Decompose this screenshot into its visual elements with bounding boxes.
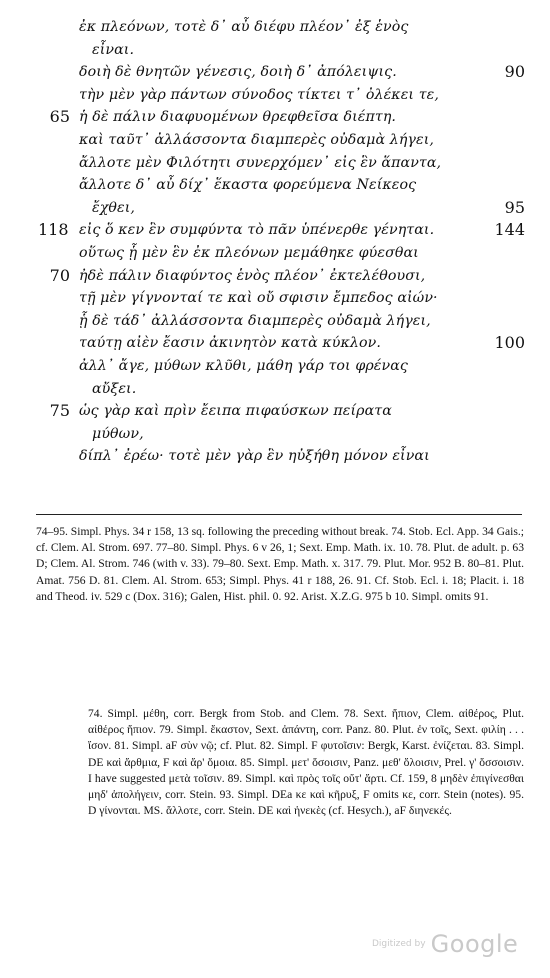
verse-text: τῇ μὲν γίγνονταί τε καὶ οὔ σφισιν ἔμπεδος αἰών· [79, 290, 438, 307]
verse-text: ἄλλοτε μὲν Φιλότητι συνερχόμεν᾽ εἰς ἓν ἅπαντα, [79, 154, 442, 171]
right-line-number: 100 [494, 333, 525, 353]
verse-text: ταύτῃ αἰὲν ἔασιν ἀκινητὸν κατὰ κύκλον. [79, 335, 382, 352]
verse-line [0, 129, 550, 152]
left-line-number: 70 [49, 265, 70, 285]
footnote-rule [36, 514, 522, 515]
verse-text: αὔξει. [92, 380, 137, 397]
verse-line [0, 423, 550, 446]
verse-line [0, 106, 550, 129]
verse-text: ἡ δὲ πάλιν διαφυομένων θρεφθεῖσα διέπτη. [79, 109, 397, 126]
verse-text: ἀλλ᾽ ἄγε, μύθων κλῦθι, μάθη γάρ τοι φρένας [79, 357, 408, 374]
verse-line [0, 219, 550, 242]
verse-text: δοιὴ δὲ θνητῶν γένεσις, δοιὴ δ᾽ ἀπόλειψις. [79, 64, 397, 81]
verse-text: ὡς γὰρ καὶ πρὶν ἔειπα πιφαύσκων πείρατα [79, 403, 392, 420]
verse-line [0, 265, 550, 288]
verse-text: ἔχθει, [92, 199, 136, 216]
verse-text: δίπλ᾽ ἐρέω· τοτὲ μὲν γὰρ ἓν ηὐξήθη μόνον εἶναι [79, 448, 430, 465]
verse-line [0, 445, 550, 468]
critical-apparatus-text: 74. Simpl. μέθη, corr. Bergk from Stob. and Clem. 78. Sext. ἤπιον, Clem. αἰθέρος, Plut. αἰθέρος ἤπιον. 79. Simpl. ἕκαστον, Sext. ἀπάντη, corr. Panz. 80. Plut. ἐν τοῖς, Sext. φιλίη . . . ἴσον. 81. Simpl. aF σὺν νῷ; cf. Plut. 82. Simpl. F φυτοῖσιν: Bergk, Karst. ἐνίζεται. 83. Simpl. DE καὶ ἄρθμια, F καὶ ἄρ' ὅμοια. 85. Simpl. μετ' ὅσοισιν, Panz. μεθ' ὅλοισιν, Prel. γ' ὅσσοισιν. I have suggested μετὰ τοῖσιν. 89. Simpl. καὶ πρὸς τοῖς οὔτ' ἄρτι. Cf. 159, 8 μηδὲν ἐπιγίνεσθαι μηδ' ἀπολήγειν, corr. Stein. 93. Simpl. DEa κε καὶ κῆρυξ, F omits κε, corr. Stein (notes). 95. D γίνονται. MS. ἄλλοτε, corr. Stein. DE καὶ ἠνεκὲς (cf. Hesych.), aF διηνεκές. [88, 707, 524, 818]
verse-text: ἠδὲ πάλιν διαφύντος ἑνὸς πλέον᾽ ἐκτελέθουσι, [79, 267, 426, 284]
verse-text: εἶναι. [92, 41, 135, 58]
left-line-number: 118 [38, 220, 69, 240]
verse-line [0, 355, 550, 378]
digitized-by-label: Digitized by [372, 939, 426, 949]
verse-line [0, 332, 550, 355]
left-line-number: 75 [49, 401, 70, 421]
verse-text: τὴν μὲν γὰρ πάντων σύνοδος τίκτει τ᾽ ὀλέκει τε, [79, 86, 439, 103]
verse-line [0, 287, 550, 310]
verse-line [0, 39, 550, 62]
verse-line [0, 16, 550, 39]
right-line-number: 95 [504, 197, 525, 217]
greek-verse-block [0, 16, 550, 468]
verse-line [0, 152, 550, 175]
verse-line [0, 197, 550, 220]
right-line-number: 144 [494, 220, 525, 240]
verse-line [0, 242, 550, 265]
source-notes [36, 524, 524, 605]
verse-line [0, 378, 550, 401]
verse-line [0, 84, 550, 107]
verse-line [0, 310, 550, 333]
verse-text: μύθων, [92, 425, 144, 442]
verse-text: εἰς ὅ κεν ἓν συμφύντα τὸ πᾶν ὑπένερθε γένηται. [79, 222, 435, 239]
left-line-number: 65 [49, 107, 70, 127]
verse-text: ἐκ πλεόνων, τοτὲ δ᾽ αὖ διέφυ πλέον᾽ ἐξ ἑνὸς [79, 19, 409, 35]
verse-text: ᾗ δὲ τάδ᾽ ἀλλάσσοντα διαμπερὲς οὐδαμὰ λήγει, [79, 312, 431, 329]
verse-line [0, 400, 550, 423]
verse-line [0, 174, 550, 197]
critical-apparatus [88, 706, 524, 819]
digitized-watermark [372, 930, 518, 958]
right-line-number: 90 [504, 62, 525, 82]
verse-text: καὶ ταῦτ᾽ ἀλλάσσοντα διαμπερὲς οὐδαμὰ λήγει, [79, 131, 434, 148]
source-notes-text: 74–95. Simpl. Phys. 34 r 158, 13 sq. following the preceding without break. 74. Stob. Ecl. App. 34 Gais.; cf. Clem. Al. Strom. 697. 77–80. Simpl. Phys. 6 v 26, 1; Sext. Emp. Math. ix. 10. 78. Plut. de adult. p. 63 D; Clem. Al. Strom. 746 (with v. 33). 79–80. Sext. Emp. Math. x. 317. 79. Plut. Mor. 952 B. 80–81. Plut. Amat. 756 D. 81. Clem. Al. Strom. 653; Simpl. Phys. 41 r 188, 26. 91. Cf. Stob. Ecl. i. 18; Placit. i. 18 and Theod. iv. 529 c (Dox. 316); Galen, Hist. phil. 0. 92. Arist. X.Z.G. 975 b 10. Simpl. omits 91. [36, 525, 524, 603]
google-logo: Google [430, 930, 519, 958]
verse-line [0, 61, 550, 84]
verse-text: οὕτως ᾗ μὲν ἓν ἐκ πλεόνων μεμάθηκε φύεσθαι [79, 244, 419, 261]
verse-text: ἄλλοτε δ᾽ αὖ δίχ᾽ ἕκαστα φορεύμενα Νείκεος [79, 177, 417, 194]
